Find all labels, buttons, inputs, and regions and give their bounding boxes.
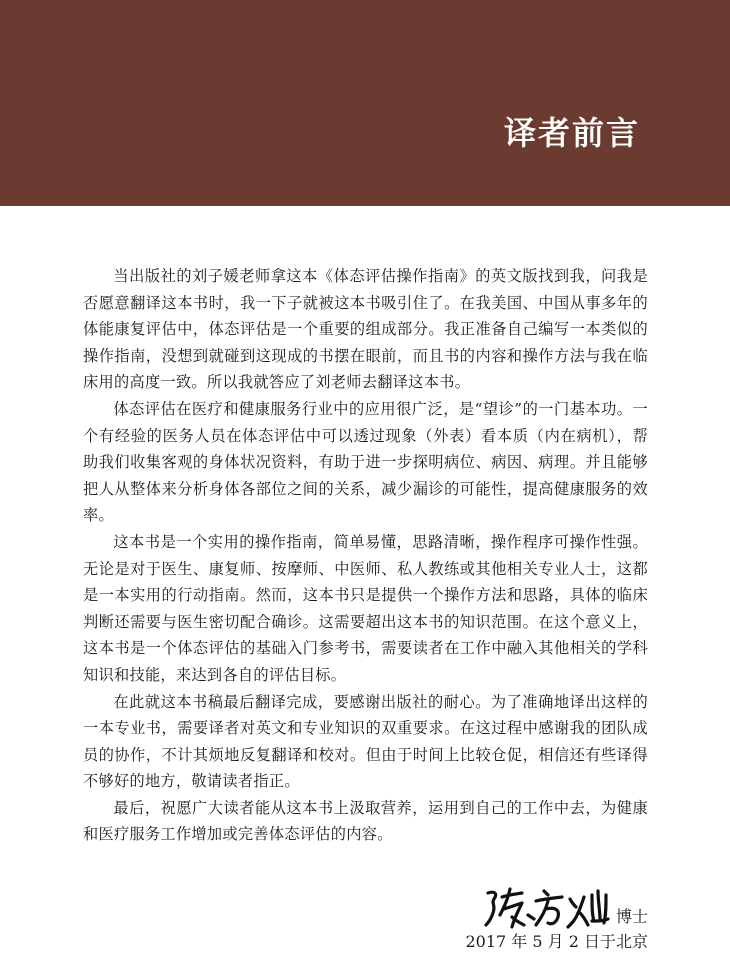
signature-block	[482, 885, 648, 931]
preface-paragraph-4: 在此就这本书稿最后翻译完成，要感谢出版社的耐心。为了准确地译出这样的一本专业书，需要译者对英文和专业知识的双重要求。在这过程中感谢我的团队成员的协作，不计其烦地反复翻译和校对。但由于时间上比较仓促，相信还有些译得不够好的地方，敬请读者指正。	[83, 692, 648, 791]
date-place: 2017 年 5 月 2 日于北京	[465, 932, 648, 951]
signature-title: 博士	[615, 907, 648, 926]
preface-paragraph-2: 体态评估在医疗和健康服务行业中的应用很广泛，是“望诊”的一门基本功。一个有经验的医务人员在体态评估中可以透过现象（外表）看本质（内在病机），帮助我们收集客观的身体状况资料，有助于进一步探明病位、病因、病理。并且能够把人从整体来分析身体各部位之间的关系，减少漏诊的可能性，提高健康服务的效率。	[83, 399, 648, 525]
preface-paragraph-1: 当出版社的刘子媛老师拿这本《体态评估操作指南》的英文版找到我，问我是否愿意翻译这本书时，我一下子就被这本书吸引住了。在我美国、中国从事多年的体能康复评估中，体态评估是一个重要的组成部分。我正准备自己编写一本类似的操作指南，没想到就碰到这现成的书摆在眼前，而且书的内容和操作方法与我在临床用的高度一致。所以我就答应了刘老师去翻译这本书。	[83, 267, 648, 392]
handwritten-signature	[482, 885, 612, 931]
page-title: 译者前言	[503, 114, 640, 152]
preface-body	[83, 263, 648, 848]
header-banner	[0, 0, 730, 206]
preface-paragraph-3: 这本书是一个实用的操作指南，简单易懂，思路清晰，操作程序可操作性强。无论是对于医生、康复师、按摩师、中医师、私人教练或其他相关专业人士，这都是一本实用的行动指南。然而，这本书只是提供一个操作方法和思路，具体的临床判断还需要与医生密切配合确诊。这需要超出这本书的知识范围。在这个意义上，这本书是一个体态评估的基础入门参考书，需要读者在工作中融入其他相关的学科知识和技能，来达到各自的评估目标。	[83, 532, 648, 684]
preface-paragraph-5: 最后，祝愿广大读者能从这本书上汲取营养，运用到自己的工作中去，为健康和医疗服务工作增加或完善体态评估的内容。	[83, 798, 648, 844]
